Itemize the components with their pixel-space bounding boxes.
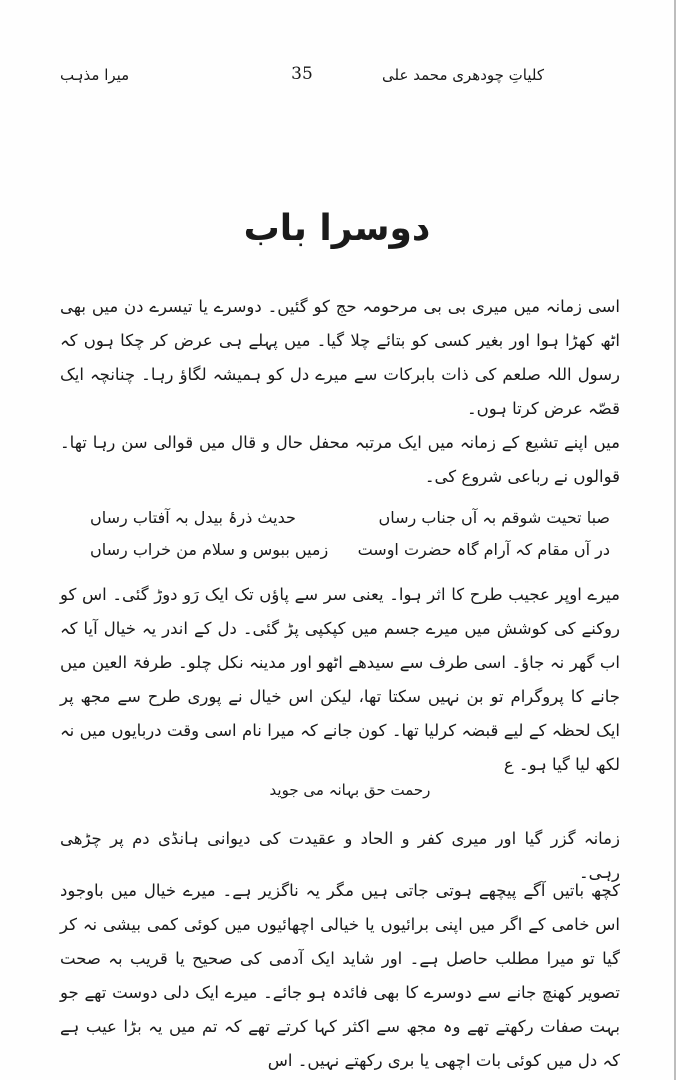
chapter-title: دوسرا باب — [243, 208, 431, 249]
page-number: 35 — [291, 64, 313, 84]
half-verse: رحمت حق بہانہ می جوید — [269, 781, 431, 799]
paragraph: زمانہ گزر گیا اور میری کفر و الحاد و عقیدت کی دیوانی ہانڈی دم پر چڑھی رہی۔ — [60, 829, 620, 882]
verse-hemistich: در آں مقام کہ آرام گاہ حضرت اوست — [357, 540, 610, 559]
paragraph: میرے اوپر عجیب طرح کا اثر ہوا۔ یعنی سر سے پاؤں تک ایک رَو دوڑ گئی۔ اس کو روکنے کی کوشش میں میرے جسم میں کپکپی پڑ گئی۔ دل کے اندر یہ خیال آیا کہ اب گھر نہ جاؤ۔ اسی طرف سے سیدھے اٹھو اور مدینہ نکل چلو۔ طرفۃ العین میں جانے کا پروگرام تو بن نہیں سکتا تھا، لیکن اس خیال نے پوری طرح سے مجھ پر ایک لحظہ کے لیے قبضہ کرلیا تھا۔ کون جانے کہ میرا نام اسی وقت دربایوں میں نہ لکھ لیا گیا ہو۔ ع — [60, 585, 620, 774]
verse-hemistich: زمیں ببوس و سلام من خراب رساں — [90, 540, 329, 559]
paragraph: کچھ باتیں آگے پیچھے ہوتی جاتی ہیں مگر یہ ناگزیر ہے۔ میرے خیال میں باوجود اس خامی کے اگر میں اپنی برائیوں یا خیالی اچھائیوں میں کوئی کمی بیشی نہ کر گیا تو میرا مطلب حاصل ہے۔ اور شاید ایک آدمی کی صحیح یا قریب بہ صحت تصویر کھنچ جانے سے دوسرے کا بھی فائدہ ہو جائے۔ میرے ایک دلی دوست تھے جو بہت صفات رکھتے تھے وہ مجھ سے اکثر کہا کرتے تھے کہ تم میں یہ بڑا عیب ہے کہ دل میں کوئی بات اچھی یا بری رکھتے نہیں۔ اس — [60, 881, 620, 1070]
verse-hemistich: حدیث ذرۂ بیدل بہ آفتاب رساں — [90, 508, 296, 527]
verse-line — [90, 508, 610, 542]
page-header — [60, 66, 544, 96]
book-title: کلیاتِ چودھری محمد علی — [382, 66, 544, 84]
paragraph: میں اپنے تشیع کے زمانہ میں ایک مرتبہ محفل حال و قال میں قوالی سن رہا تھا۔ قوالوں نے رباعی شروع کی۔ — [60, 433, 620, 486]
running-title: میرا مذہب — [60, 66, 130, 84]
paragraph: اسی زمانہ میں میری بی بی مرحومہ حج کو گئیں۔ دوسرے یا تیسرے دن میں بھی اٹھ کھڑا ہوا اور بغیر کسی کو بتائے چلا گیا۔ میں پہلے ہی عرض کر چکا ہوں کہ رسول اللہ صلعم کی ذات بابرکات سے میرے دل کو ہمیشہ لگاؤ رہا۔ چنانچہ ایک قصّہ عرض کرتا ہوں۔ — [60, 297, 620, 418]
verse-hemistich: صبا تحیت شوقم بہ آں جناب رساں — [378, 508, 610, 527]
verse-line — [90, 540, 610, 574]
